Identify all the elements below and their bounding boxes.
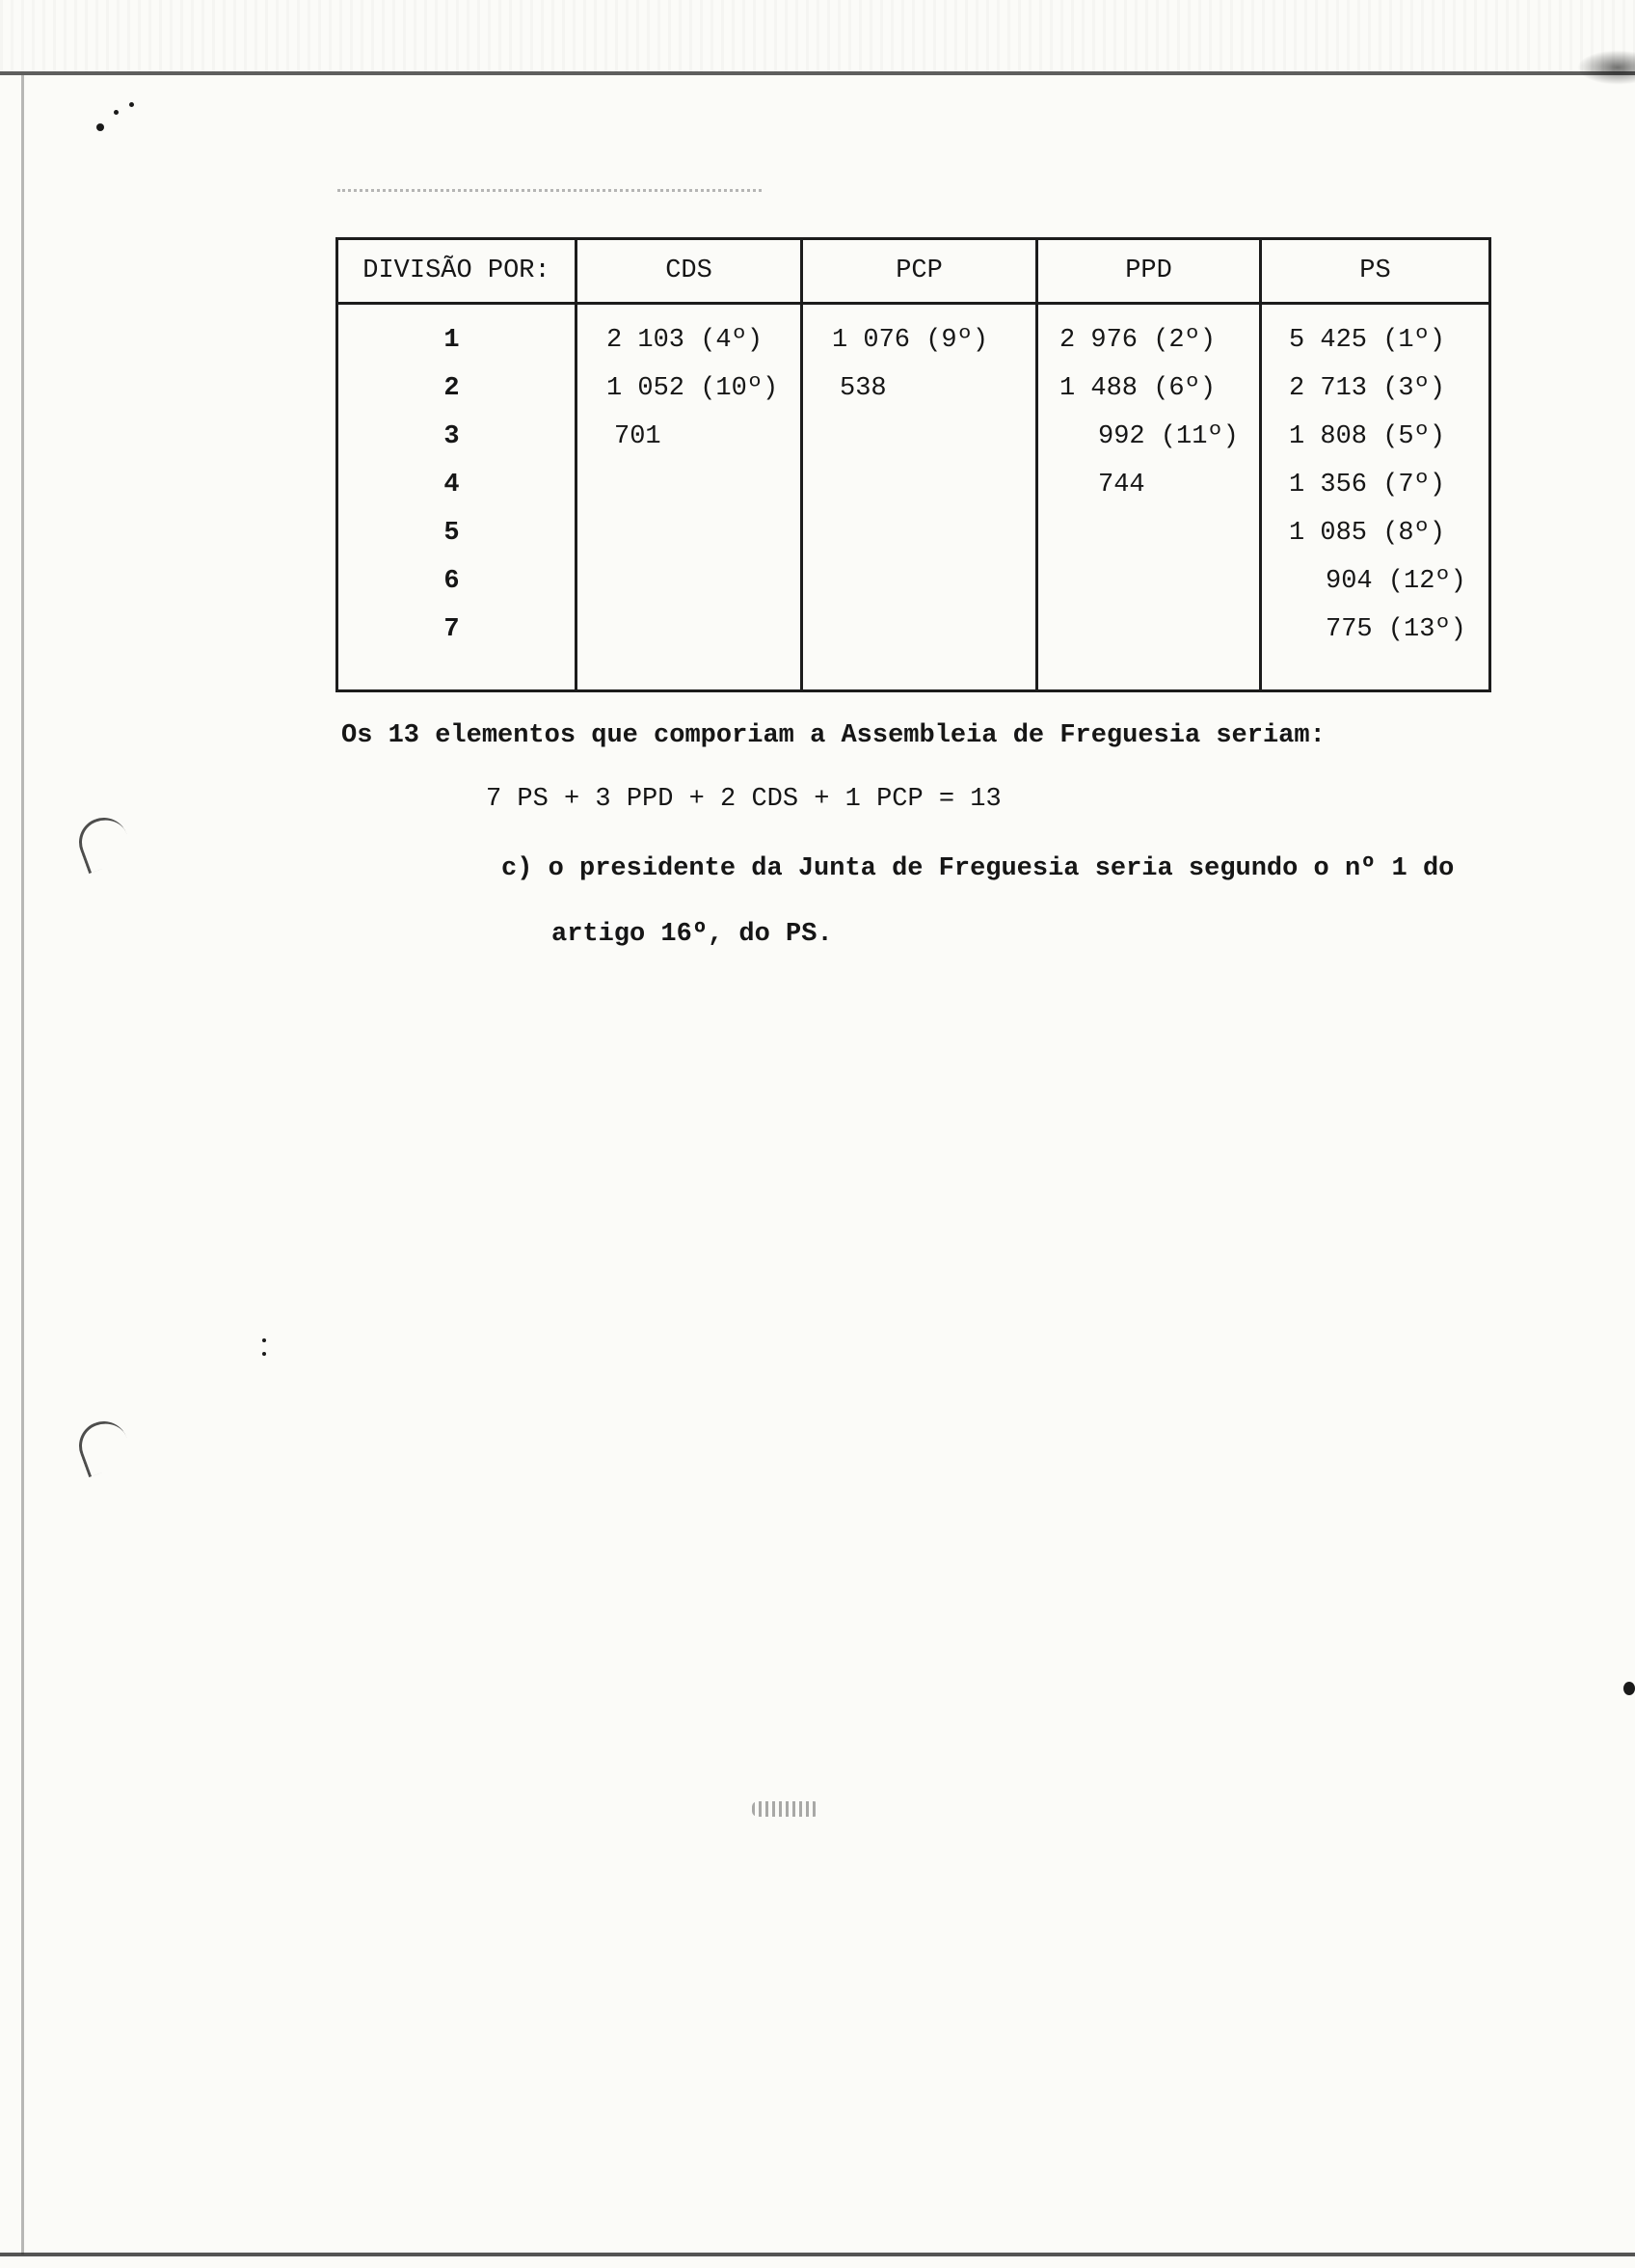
divisor-column	[337, 304, 576, 691]
scan-speck	[129, 102, 134, 107]
divisor-value: 6	[443, 567, 460, 596]
scan-noise-top	[0, 0, 1635, 73]
scan-edge-left	[21, 75, 24, 2254]
header-cds: CDS	[576, 239, 802, 304]
seat-formula: 7 PS + 3 PPD + 2 CDS + 1 PCP = 13	[486, 785, 1002, 814]
assembly-intro-text: Os 13 elementos que comporiam a Assembleia de Freguesia seriam:	[341, 721, 1326, 750]
scan-speck	[262, 1352, 266, 1356]
divisor-value: 3	[443, 422, 460, 451]
divisor-value: 2	[443, 374, 460, 403]
divisor-value: 7	[443, 615, 460, 644]
ps-quotient: 1 085 (8º)	[1289, 519, 1446, 548]
divisor-value: 5	[443, 519, 460, 548]
ppd-column	[1037, 304, 1261, 691]
table-header-row	[337, 239, 1490, 304]
ppd-quotient: 744	[1098, 471, 1145, 500]
ps-column	[1261, 304, 1490, 691]
ps-quotient: 5 425 (1º)	[1289, 326, 1446, 355]
divisor-value: 4	[443, 471, 460, 500]
ps-quotient: 2 713 (3º)	[1289, 374, 1446, 403]
table-body-row	[337, 304, 1490, 691]
punch-hole-mark	[72, 1415, 135, 1477]
scan-speck	[96, 123, 104, 131]
scan-scribble	[752, 1801, 819, 1817]
scan-speck	[262, 1338, 266, 1342]
ps-quotient: 904 (12º)	[1326, 567, 1466, 596]
ppd-quotient: 1 488 (6º)	[1059, 374, 1217, 403]
ps-quotient: 1 356 (7º)	[1289, 471, 1446, 500]
scan-edge-top	[0, 71, 1635, 75]
faded-header-line	[337, 189, 762, 192]
point-c-line-1: c) o presidente da Junta de Freguesia seria segundo o nº 1 do	[501, 854, 1455, 883]
division-table-container	[335, 237, 1488, 692]
header-pcp: PCP	[802, 239, 1037, 304]
pcp-quotient: 538	[840, 374, 887, 403]
scan-speck	[1623, 1682, 1635, 1695]
division-results-table	[335, 237, 1491, 692]
header-divisao-por: DIVISÃO POR:	[337, 239, 576, 304]
scan-edge-bottom	[0, 2253, 1635, 2256]
ppd-quotient: 992 (11º)	[1098, 422, 1239, 451]
pcp-quotient: 1 076 (9º)	[832, 326, 989, 355]
cds-quotient: 2 103 (4º)	[606, 326, 764, 355]
ps-quotient: 775 (13º)	[1326, 615, 1466, 644]
header-ppd: PPD	[1037, 239, 1261, 304]
point-c-line-2: artigo 16º, do PS.	[551, 920, 833, 949]
pcp-column	[802, 304, 1037, 691]
punch-hole-mark	[72, 811, 135, 874]
cds-column	[576, 304, 802, 691]
divisor-value: 1	[443, 326, 460, 355]
scan-smudge	[1577, 50, 1635, 85]
ppd-quotient: 2 976 (2º)	[1059, 326, 1217, 355]
ps-quotient: 1 808 (5º)	[1289, 422, 1446, 451]
cds-quotient: 1 052 (10º)	[606, 374, 779, 403]
cds-quotient: 701	[614, 422, 661, 451]
header-ps: PS	[1261, 239, 1490, 304]
scan-speck	[114, 110, 119, 115]
